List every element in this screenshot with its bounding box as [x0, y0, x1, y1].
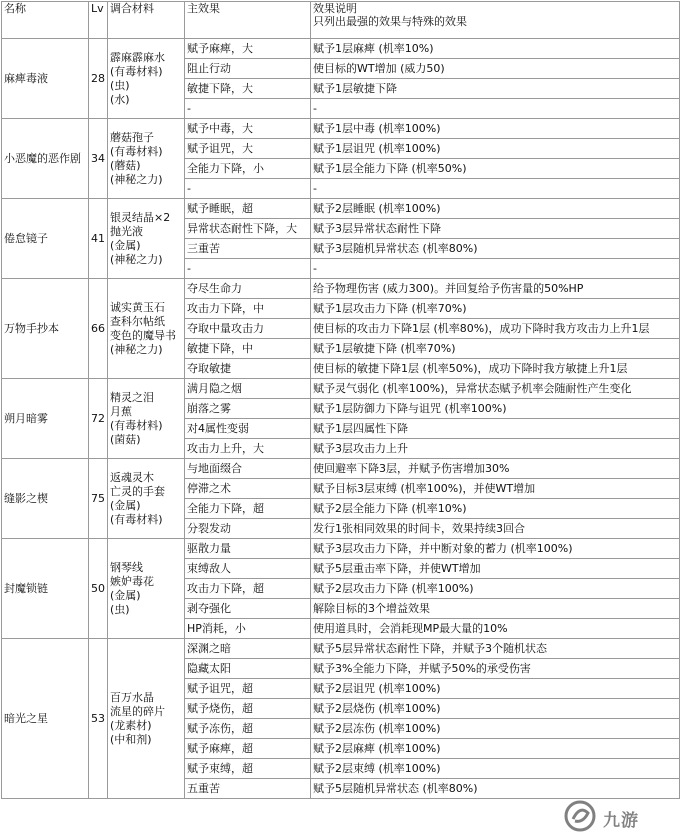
effect-description: 赋予1层敏捷下降: [311, 79, 680, 99]
material-line: 霹麻霹麻水: [110, 50, 165, 64]
main-effect: 五重苦: [185, 779, 311, 799]
table-body: [2, 39, 680, 799]
item-level: 34: [89, 119, 108, 199]
effect-description: 赋予3层随机异常状态 (机率80%): [311, 239, 680, 259]
item-name: 缝影之楔: [2, 459, 89, 539]
effect-description: 赋予1层全能力下降 (机率50%): [311, 159, 680, 179]
table-row: [2, 199, 680, 219]
material-line: 精灵之泪: [110, 390, 154, 404]
effect-description: 赋予1层四属性下降: [311, 419, 680, 439]
main-effect: 阻止行动: [185, 59, 311, 79]
main-effect: 赋予烧伤，超: [185, 699, 311, 719]
effect-description: 赋予2层全能力下降 (机率10%): [311, 499, 680, 519]
material-line: (神秘之力): [110, 252, 163, 266]
material-line: (菌菇): [110, 432, 141, 446]
main-effect: 全能力下降，小: [185, 159, 311, 179]
effect-description: 赋予1层防御力下降与诅咒 (机率100%): [311, 399, 680, 419]
header-materials: 调合材料: [108, 2, 185, 39]
item-name: 麻痺毒液: [2, 39, 89, 119]
main-effect: HP消耗，小: [185, 619, 311, 639]
material-line: 流星的碎片: [110, 704, 165, 718]
material-line: (有毒材料): [110, 64, 163, 78]
main-effect: 攻击力下降，超: [185, 579, 311, 599]
main-effect: 夺取敏捷: [185, 359, 311, 379]
header-lv: Lv: [89, 2, 108, 39]
main-effect: 束缚敌人: [185, 559, 311, 579]
item-level: 72: [89, 379, 108, 459]
main-effect: 对4属性变弱: [185, 419, 311, 439]
item-materials: [108, 539, 185, 639]
effect-description: 使回避率下降3层，并赋予伤害增加30%: [311, 459, 680, 479]
item-level: 28: [89, 39, 108, 119]
item-name: 倦怠镜子: [2, 199, 89, 279]
material-line: 亡灵的手套: [110, 484, 165, 498]
material-line: (虫): [110, 602, 130, 616]
material-line: (中和剂): [110, 732, 152, 746]
material-line: (金属): [110, 588, 141, 602]
effect-description: 赋予1层中毒 (机率100%): [311, 119, 680, 139]
item-name: 封魔锁链: [2, 539, 89, 639]
effect-description: 赋予2层冻伤 (机率100%): [311, 719, 680, 739]
effect-description: 赋予3层攻击力下降，并中断对象的蓄力 (机率100%): [311, 539, 680, 559]
main-effect: 剥夺强化: [185, 599, 311, 619]
item-materials: [108, 199, 185, 279]
table-header-row: [2, 2, 680, 39]
item-level: 50: [89, 539, 108, 639]
material-line: 诚实黄玉石: [110, 300, 165, 314]
header-desc-line1: 效果说明: [313, 2, 357, 15]
main-effect: 夺尽生命力: [185, 279, 311, 299]
effect-description: 赋予2层攻击力下降 (机率100%): [311, 579, 680, 599]
watermark-text: 九游: [603, 811, 639, 831]
main-effect: 敏捷下降，中: [185, 339, 311, 359]
watermark-logo: [563, 799, 675, 833]
material-line: 百万水晶: [110, 690, 154, 704]
effect-description: -: [311, 99, 680, 119]
effect-description: 使用道具时，会消耗现MP最大量的10%: [311, 619, 680, 639]
effect-description: 赋予5层随机异常状态 (机率80%): [311, 779, 680, 799]
material-line: 抛光液: [110, 224, 143, 238]
material-line: (虫): [110, 78, 130, 92]
main-effect: -: [185, 259, 311, 279]
effect-description: 赋予3%全能力下降，并赋予50%的承受伤害: [311, 659, 680, 679]
item-name: 暗光之星: [2, 639, 89, 799]
main-effect: 停滞之术: [185, 479, 311, 499]
effect-description: 使目标的WT增加 (威力50): [311, 59, 680, 79]
main-effect: 驱散力量: [185, 539, 311, 559]
effect-description: 解除目标的3个增益效果: [311, 599, 680, 619]
effect-description: 赋予1层诅咒 (机率100%): [311, 139, 680, 159]
header-desc-line2: 只列出最强的效果与特殊的效果: [313, 15, 467, 28]
item-level: 66: [89, 279, 108, 379]
effect-description: 赋予1层攻击力下降 (机率70%): [311, 299, 680, 319]
item-name: 万物手抄本: [2, 279, 89, 379]
item-level: 75: [89, 459, 108, 539]
item-level: 53: [89, 639, 108, 799]
main-effect: 崩落之雾: [185, 399, 311, 419]
effect-description: 赋予2层束缚 (机率100%): [311, 759, 680, 779]
main-effect: 赋予睡眠，超: [185, 199, 311, 219]
main-effect: 三重苦: [185, 239, 311, 259]
header-name: 名称: [2, 2, 89, 39]
effect-description: 给予物理伤害 (威力300)。并回复给予伤害量的50%HP: [311, 279, 680, 299]
table-row: [2, 459, 680, 479]
effect-description: 赋予1层麻痺 (机率10%): [311, 39, 680, 59]
item-materials: [108, 459, 185, 539]
nine-game-logo-icon: [563, 799, 601, 833]
effect-description: 发行1张相同效果的时间卡，效果持续3回合: [311, 519, 680, 539]
main-effect: 赋予麻痺，超: [185, 739, 311, 759]
material-line: (龙素材): [110, 718, 152, 732]
material-line: 蘑菇孢子: [110, 130, 154, 144]
main-effect: 赋予诅咒，超: [185, 679, 311, 699]
table-row: [2, 279, 680, 299]
effect-description: 赋予2层睡眠 (机率100%): [311, 199, 680, 219]
material-line: (有毒材料): [110, 512, 163, 526]
material-line: (神秘之力): [110, 172, 163, 186]
material-line: (金属): [110, 498, 141, 512]
material-line: (神秘之力): [110, 342, 163, 356]
material-line: (金属): [110, 238, 141, 252]
material-line: 查科尔帖纸: [110, 314, 165, 328]
item-materials: [108, 639, 185, 799]
effect-description: -: [311, 179, 680, 199]
effect-description: 赋予5层重击率下降，并使WT增加: [311, 559, 680, 579]
main-effect: 敏捷下降，大: [185, 79, 311, 99]
effect-description: 赋予灵气弱化 (机率100%)，异常状态赋予机率会随耐性产生变化: [311, 379, 680, 399]
main-effect: 满月隐之烟: [185, 379, 311, 399]
material-line: 钢琴线: [110, 560, 143, 574]
table-row: [2, 639, 680, 659]
effect-description: 赋予3层异常状态耐性下降: [311, 219, 680, 239]
material-line: 返魂灵木: [110, 470, 154, 484]
item-materials: [108, 279, 185, 379]
material-line: 嫉妒毒花: [110, 574, 154, 588]
effect-description: 使目标的敏捷下降1层 (机率50%)，成功下降时我方敏捷上升1层: [311, 359, 680, 379]
main-effect: 分裂发动: [185, 519, 311, 539]
table-row: [2, 39, 680, 59]
alchemy-item-table: [1, 1, 680, 799]
material-line: (有毒材料): [110, 144, 163, 158]
item-materials: [108, 119, 185, 199]
item-name: 朔月暗雾: [2, 379, 89, 459]
table-row: [2, 379, 680, 399]
main-effect: 隐藏太阳: [185, 659, 311, 679]
effect-description: 使目标的攻击力下降1层 (机率80%)，成功下降时我方攻击力上升1层: [311, 319, 680, 339]
main-effect: 赋予麻痺，大: [185, 39, 311, 59]
main-effect: 深渊之暗: [185, 639, 311, 659]
material-line: (有毒材料): [110, 418, 163, 432]
main-effect: 全能力下降，超: [185, 499, 311, 519]
material-line: (水): [110, 92, 130, 106]
table-row: [2, 539, 680, 559]
item-materials: [108, 379, 185, 459]
effect-description: 赋予3层攻击力上升: [311, 439, 680, 459]
material-line: (蘑菇): [110, 158, 141, 172]
effect-description: 赋予5层异常状态耐性下降，并赋予3个随机状态: [311, 639, 680, 659]
main-effect: -: [185, 179, 311, 199]
main-effect: 赋予束缚，超: [185, 759, 311, 779]
table-row: [2, 119, 680, 139]
main-effect: 与地面缀合: [185, 459, 311, 479]
effect-description: 赋予2层诅咒 (机率100%): [311, 679, 680, 699]
main-effect: 攻击力上升，大: [185, 439, 311, 459]
effect-description: -: [311, 259, 680, 279]
effect-description: 赋予2层麻痺 (机率100%): [311, 739, 680, 759]
main-effect: 夺取中量攻击力: [185, 319, 311, 339]
effect-description: 赋予目标3层束缚 (机率100%)，并使WT增加: [311, 479, 680, 499]
main-effect: 赋予诅咒，大: [185, 139, 311, 159]
material-line: 银灵结晶×2: [110, 210, 171, 224]
main-effect: 异常状态耐性下降，大: [185, 219, 311, 239]
item-level: 41: [89, 199, 108, 279]
item-materials: [108, 39, 185, 119]
material-line: 变色的魔导书: [110, 328, 176, 342]
header-main-effect: 主效果: [185, 2, 311, 39]
effect-description: 赋予1层敏捷下降 (机率70%): [311, 339, 680, 359]
material-line: 月蕉: [110, 404, 132, 418]
main-effect: 赋予中毒，大: [185, 119, 311, 139]
main-effect: 攻击力下降，中: [185, 299, 311, 319]
header-description: [311, 2, 680, 39]
main-effect: 赋予冻伤，超: [185, 719, 311, 739]
effect-description: 赋予2层烧伤 (机率100%): [311, 699, 680, 719]
main-effect: -: [185, 99, 311, 119]
item-name: 小恶魔的恶作剧: [2, 119, 89, 199]
